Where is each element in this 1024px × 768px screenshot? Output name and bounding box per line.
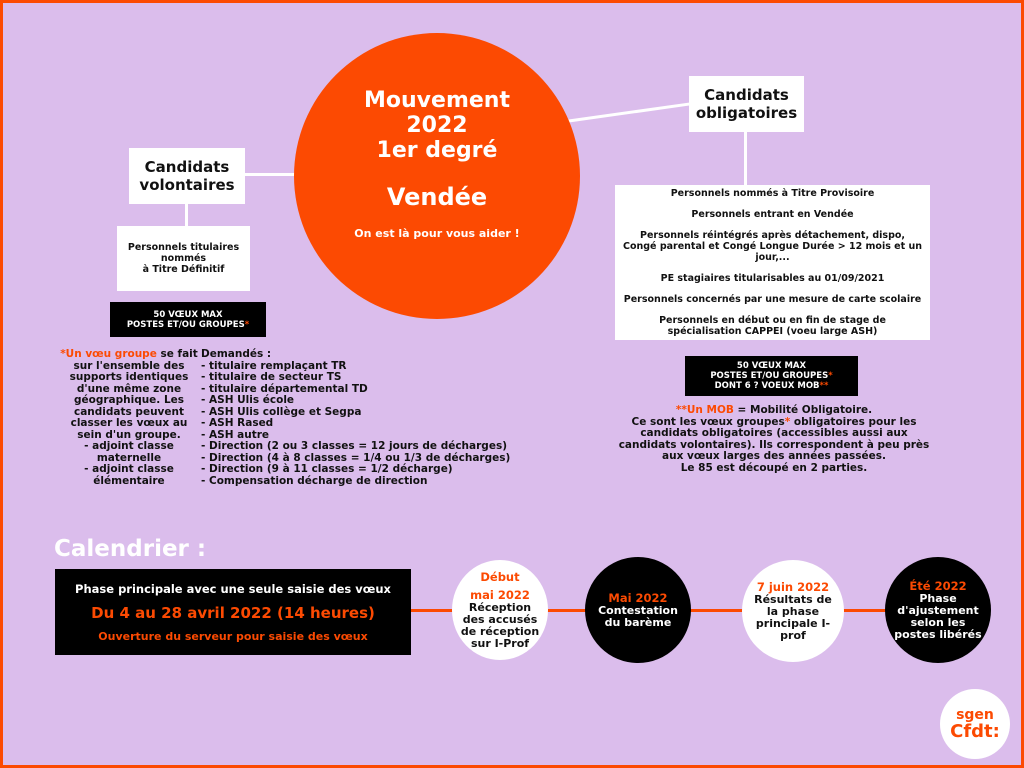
step-text: Phase d'ajustement selon les postes libérés [894, 592, 982, 641]
infographic-canvas [3, 3, 1021, 765]
demandes-item: - titulaire remplaçant TR [201, 359, 347, 372]
title-line-2: 2022 [406, 113, 468, 138]
tagline: On est là pour vous aider ! [354, 227, 520, 240]
obligatoires-limit-text: POSTES ET/OU GROUPES [710, 371, 829, 381]
obligatoires-limit-line-1: 50 VŒUX MAX [736, 361, 807, 371]
timeline-step-2 [585, 557, 691, 663]
connector-obligatoires-down [744, 131, 747, 187]
volontaires-who-box [117, 226, 250, 291]
demandes-item: - ASH Ulis collège et Segpa [201, 405, 362, 418]
obligatoires-who-item: Personnels en début ou en fin de stage de spécialisation CAPPEI (voeu large ASH) [659, 315, 886, 337]
step-date: 7 juin 2022 [756, 580, 830, 594]
asterisk: * [828, 371, 833, 381]
obligatoires-who-box [615, 185, 930, 340]
demandes-item: - Direction (2 ou 3 classes = 12 jours de décharges) [201, 440, 507, 452]
timeline-step-1 [452, 560, 548, 660]
demandes-item: - ASH Rased [201, 417, 274, 429]
obligatoires-title-line-1: Candidats [704, 86, 789, 104]
region-label: Vendée [386, 183, 488, 211]
title-line-3: 1er degré [376, 138, 498, 163]
step-date: Début [480, 570, 520, 584]
obligatoires-limit-text: DONT 6 ? VOEUX MOB [714, 381, 820, 391]
volontaires-limit-badge [110, 302, 266, 337]
mob-note-body [615, 417, 933, 463]
step-date: Été 2022 [909, 579, 967, 593]
volontaires-title-line-1: Candidats [144, 158, 230, 176]
demandes-title: Demandés : [201, 348, 272, 360]
step-date: Mai 2022 [608, 591, 668, 605]
demandes-item: - Direction (9 à 11 classes = 1/2 décharge) [201, 463, 453, 475]
connector-volontaires-down [185, 203, 188, 227]
logo-line-1: sgen [956, 706, 994, 723]
voeu-groupe-item: - adjoint classe maternelle [84, 440, 174, 464]
demandes-item: - titulaire de secteur TS [201, 371, 342, 383]
voeu-groupe-note [58, 349, 200, 487]
demandes-item: - Direction (4 à 8 classes = 1/4 ou 1/3 de décharges) [201, 451, 511, 464]
obligatoires-title-box [689, 76, 804, 132]
calendar-title: Calendrier : [54, 536, 207, 562]
phase-line-3: Ouverture du serveur pour saisie des vœux [98, 629, 368, 643]
volontaires-limit-text: POSTES ET/OU GROUPES [126, 319, 245, 330]
demandes-list [201, 349, 511, 487]
step-date: mai 2022 [470, 588, 530, 602]
obligatoires-who-item: PE stagiaires titularisables au 01/09/2021 [660, 273, 885, 284]
obligatoires-who-item: Personnels entrant en Vendée [691, 209, 854, 220]
volontaires-limit-line-2 [127, 320, 249, 330]
volontaires-who-line-3: à Titre Définitif [142, 264, 225, 275]
obligatoires-title-line-2: obligatoires [695, 104, 798, 122]
obligatoires-who-item: Personnels réintégrés après détachement, dispo, Congé parental et Congé Longue Durée > 12 mois et un jour,... [623, 230, 922, 263]
mob-note [615, 405, 933, 474]
demandes-item: - ASH autre [201, 428, 270, 441]
volontaires-who-line-2: nommés [160, 253, 207, 264]
volontaires-title-line-2: volontaires [139, 176, 235, 194]
mob-body-text: Ce sont les vœux groupes [631, 415, 785, 428]
phase-principale-box [55, 569, 411, 655]
obligatoires-who-item: Personnels concernés par une mesure de carte scolaire [623, 294, 922, 305]
connector-obligatoires [565, 102, 690, 123]
timeline-step-3 [742, 560, 844, 662]
demandes-item: - ASH Ulis école [201, 394, 295, 406]
main-title-circle [294, 33, 580, 319]
obligatoires-limit-line-3 [715, 381, 829, 391]
mob-highlight: **Un MOB [675, 404, 734, 416]
volontaires-title-box [129, 148, 245, 204]
asterisk: ** [819, 381, 829, 391]
asterisk: * [244, 319, 250, 330]
title-line-1: Mouvement [364, 88, 510, 113]
connector-volontaires [245, 173, 297, 176]
timeline-step-4 [885, 557, 991, 663]
demandes-item: - Compensation décharge de direction [201, 474, 428, 487]
voeu-groupe-item: - adjoint classe élémentaire [84, 463, 174, 487]
phase-line-1: Phase principale avec une seule saisie des vœux [75, 581, 391, 596]
phase-dates: Du 4 au 28 avril 2022 (14 heures) [91, 603, 375, 622]
mob-note-last: Le 85 est découpé en 2 parties. [680, 461, 868, 474]
voeu-groupe-text: se fait sur l'ensemble des supports identiques d'une même zone géographique. Les candidats peuvent classer les vœux au sein d'un groupe. [69, 348, 198, 441]
mob-body-text: obligatoires pour les candidats obligatoires (accessibles aussi aux candidats volontaires). Ils correspondent à peu près aux vœux larges des années passées. [618, 415, 930, 462]
voeu-groupe-highlight: *Un vœu groupe [60, 348, 157, 360]
volontaires-who-line-1: Personnels titulaires [127, 242, 240, 253]
step-text: Résultats de la phase principale I-prof [754, 593, 832, 642]
step-text: Réception des accusés de réception sur I-Prof [460, 601, 540, 650]
sgen-cfdt-logo [940, 689, 1010, 759]
obligatoires-limit-line-2 [710, 371, 832, 381]
asterisk: * [784, 415, 791, 428]
obligatoires-limit-badge [685, 356, 858, 396]
logo-line-2: Cfdt: [950, 720, 1000, 742]
obligatoires-who-item: Personnels nommés à Titre Provisoire [670, 188, 875, 199]
volontaires-limit-line-1: 50 VŒUX MAX [153, 309, 223, 320]
demandes-item: - titulaire départemental TD [201, 382, 368, 395]
mob-definition: = Mobilité Obligatoire. [733, 404, 873, 416]
step-text: Contestation du barème [598, 604, 678, 629]
